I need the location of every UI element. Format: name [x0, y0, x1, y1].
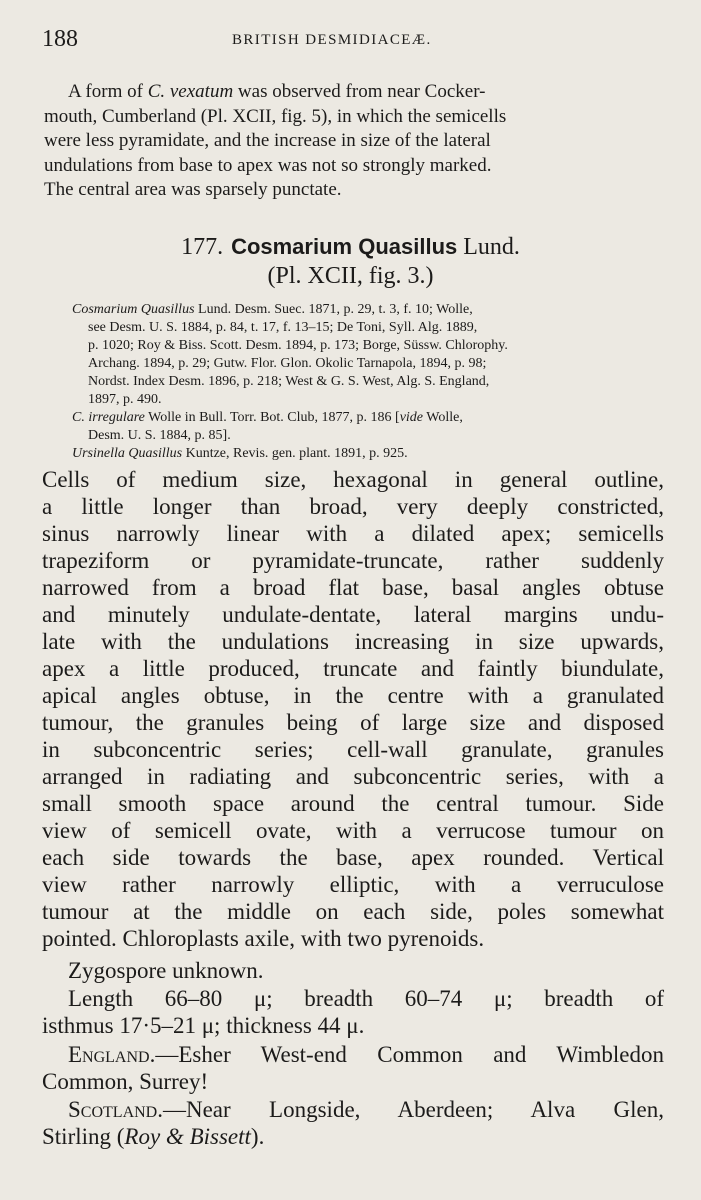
region-name: England	[68, 1042, 150, 1067]
measurement-line: Length 66–80 μ; breadth 60–74 μ; breadth of	[68, 986, 664, 1011]
locality-scotland: Scotland.—Near Longside, Aberdeen; Alva Glen, Stirling (Roy & Bissett).	[42, 1097, 664, 1149]
synonymy-block	[72, 301, 662, 463]
synonym-name: Cosmarium Quasillus	[72, 302, 195, 317]
description-line: view rather narrowly elliptic, with a verruculose	[42, 872, 664, 897]
synonym-entry: C. irregulare Wolle in Bull. Torr. Bot. Club, 1877, p. 186 [vide Wolle, Desm. U. S. 1884, p. 85].	[72, 410, 463, 443]
description-line: trapeziform or pyramidate-truncate, rather suddenly	[42, 548, 664, 573]
species-description	[42, 466, 664, 952]
intro-line: were less pyramidate, and the increase in size of the lateral	[44, 130, 491, 152]
species-heading	[0, 232, 701, 262]
description-line: Cells of medium size, hexagonal in general outline,	[42, 467, 664, 492]
synonym-name: Ursinella Quasillus	[72, 446, 183, 461]
description-line: each side towards the base, apex rounded. Vertical	[42, 845, 664, 870]
description-line: view of semicell ovate, with a verrucose tumour on	[42, 818, 664, 843]
running-head: BRITISH DESMIDIACEÆ.	[232, 32, 432, 48]
locality-england: England.—Esher West-end Common and Wimbledon Common, Surrey!	[42, 1042, 664, 1094]
intro-line: The central area was sparsely punctate.	[44, 179, 342, 201]
measurements	[42, 985, 664, 1039]
species-number: 177.	[181, 234, 224, 260]
description-line: a little longer than broad, very deeply constricted,	[42, 494, 664, 519]
description-line: and minutely undulate-dentate, lateral margins undu-	[42, 602, 664, 627]
description-line: in subconcentric series; cell-wall granulate, granules	[42, 737, 664, 762]
plate-reference: (Pl. XCII, fig. 3.)	[267, 263, 434, 289]
description-line: arranged in radiating and subconcentric series, with a	[42, 764, 664, 789]
description-line: sinus narrowly linear with a dilated apex; semicells	[42, 521, 664, 546]
description-line: tumour, the granules being of large size and disposed	[42, 710, 664, 735]
description-line: late with the undulations increasing in size upwards,	[42, 629, 664, 654]
collector-names: Roy & Bissett	[124, 1124, 251, 1149]
measurement-line: isthmus 17·5–21 μ; thickness 44 μ.	[42, 1013, 365, 1038]
intro-line: mouth, Cumberland (Pl. XCII, fig. 5), in which the semicells	[44, 105, 507, 127]
description-line: pointed. Chloroplasts axile, with two pyrenoids.	[42, 926, 485, 951]
synonym-name: C. irregulare	[72, 410, 145, 425]
description-line: small smooth space around the central tumour. Side	[42, 791, 664, 816]
intro-line: A form of C. vexatum was observed from near Cocker-	[68, 81, 486, 102]
page-header	[42, 26, 660, 60]
description-line: narrowed from a broad flat base, basal angles obtuse	[42, 575, 664, 600]
species-ref-italic: C. vexatum	[147, 81, 234, 102]
species-name: Cosmarium Quasillus	[231, 234, 458, 259]
description-line: apex a little produced, truncate and faintly biundulate,	[42, 656, 664, 681]
description-line: apical angles obtuse, in the centre with a granulated	[42, 683, 664, 708]
synonym-entry: Ursinella Quasillus Kuntze, Revis. gen. plant. 1891, p. 925.	[72, 446, 408, 461]
zygospore-note: Zygospore unknown.	[68, 958, 264, 983]
page-number: 188	[42, 26, 78, 52]
species-authority: Lund.	[463, 234, 520, 260]
description-line: tumour at the middle on each side, poles somewhat	[42, 899, 664, 924]
intro-paragraph	[44, 80, 664, 203]
intro-line: undulations from base to apex was not so strongly marked.	[44, 154, 492, 176]
region-name: Scotland	[68, 1097, 158, 1122]
synonym-entry: Cosmarium Quasillus Lund. Desm. Suec. 1871, p. 29, t. 3, f. 10; Wolle, see Desm. U. S. 1884, p. 84, t. 17, f. 13–15; De Toni, Syll. Alg. 1889, p. 1020; Roy & Biss. Scott. Desm. 1894, p. 173; Borge, Süssw. Chlorophy. Archang. 1894, p. 29; Gutw. Flor. Glon. Okolic Tarnapola, 1894, p. 98; Nordst. Index Desm. 1896, p. 218; West & G. S. West, Alg. S. England, 1897, p. 490.	[72, 302, 508, 407]
